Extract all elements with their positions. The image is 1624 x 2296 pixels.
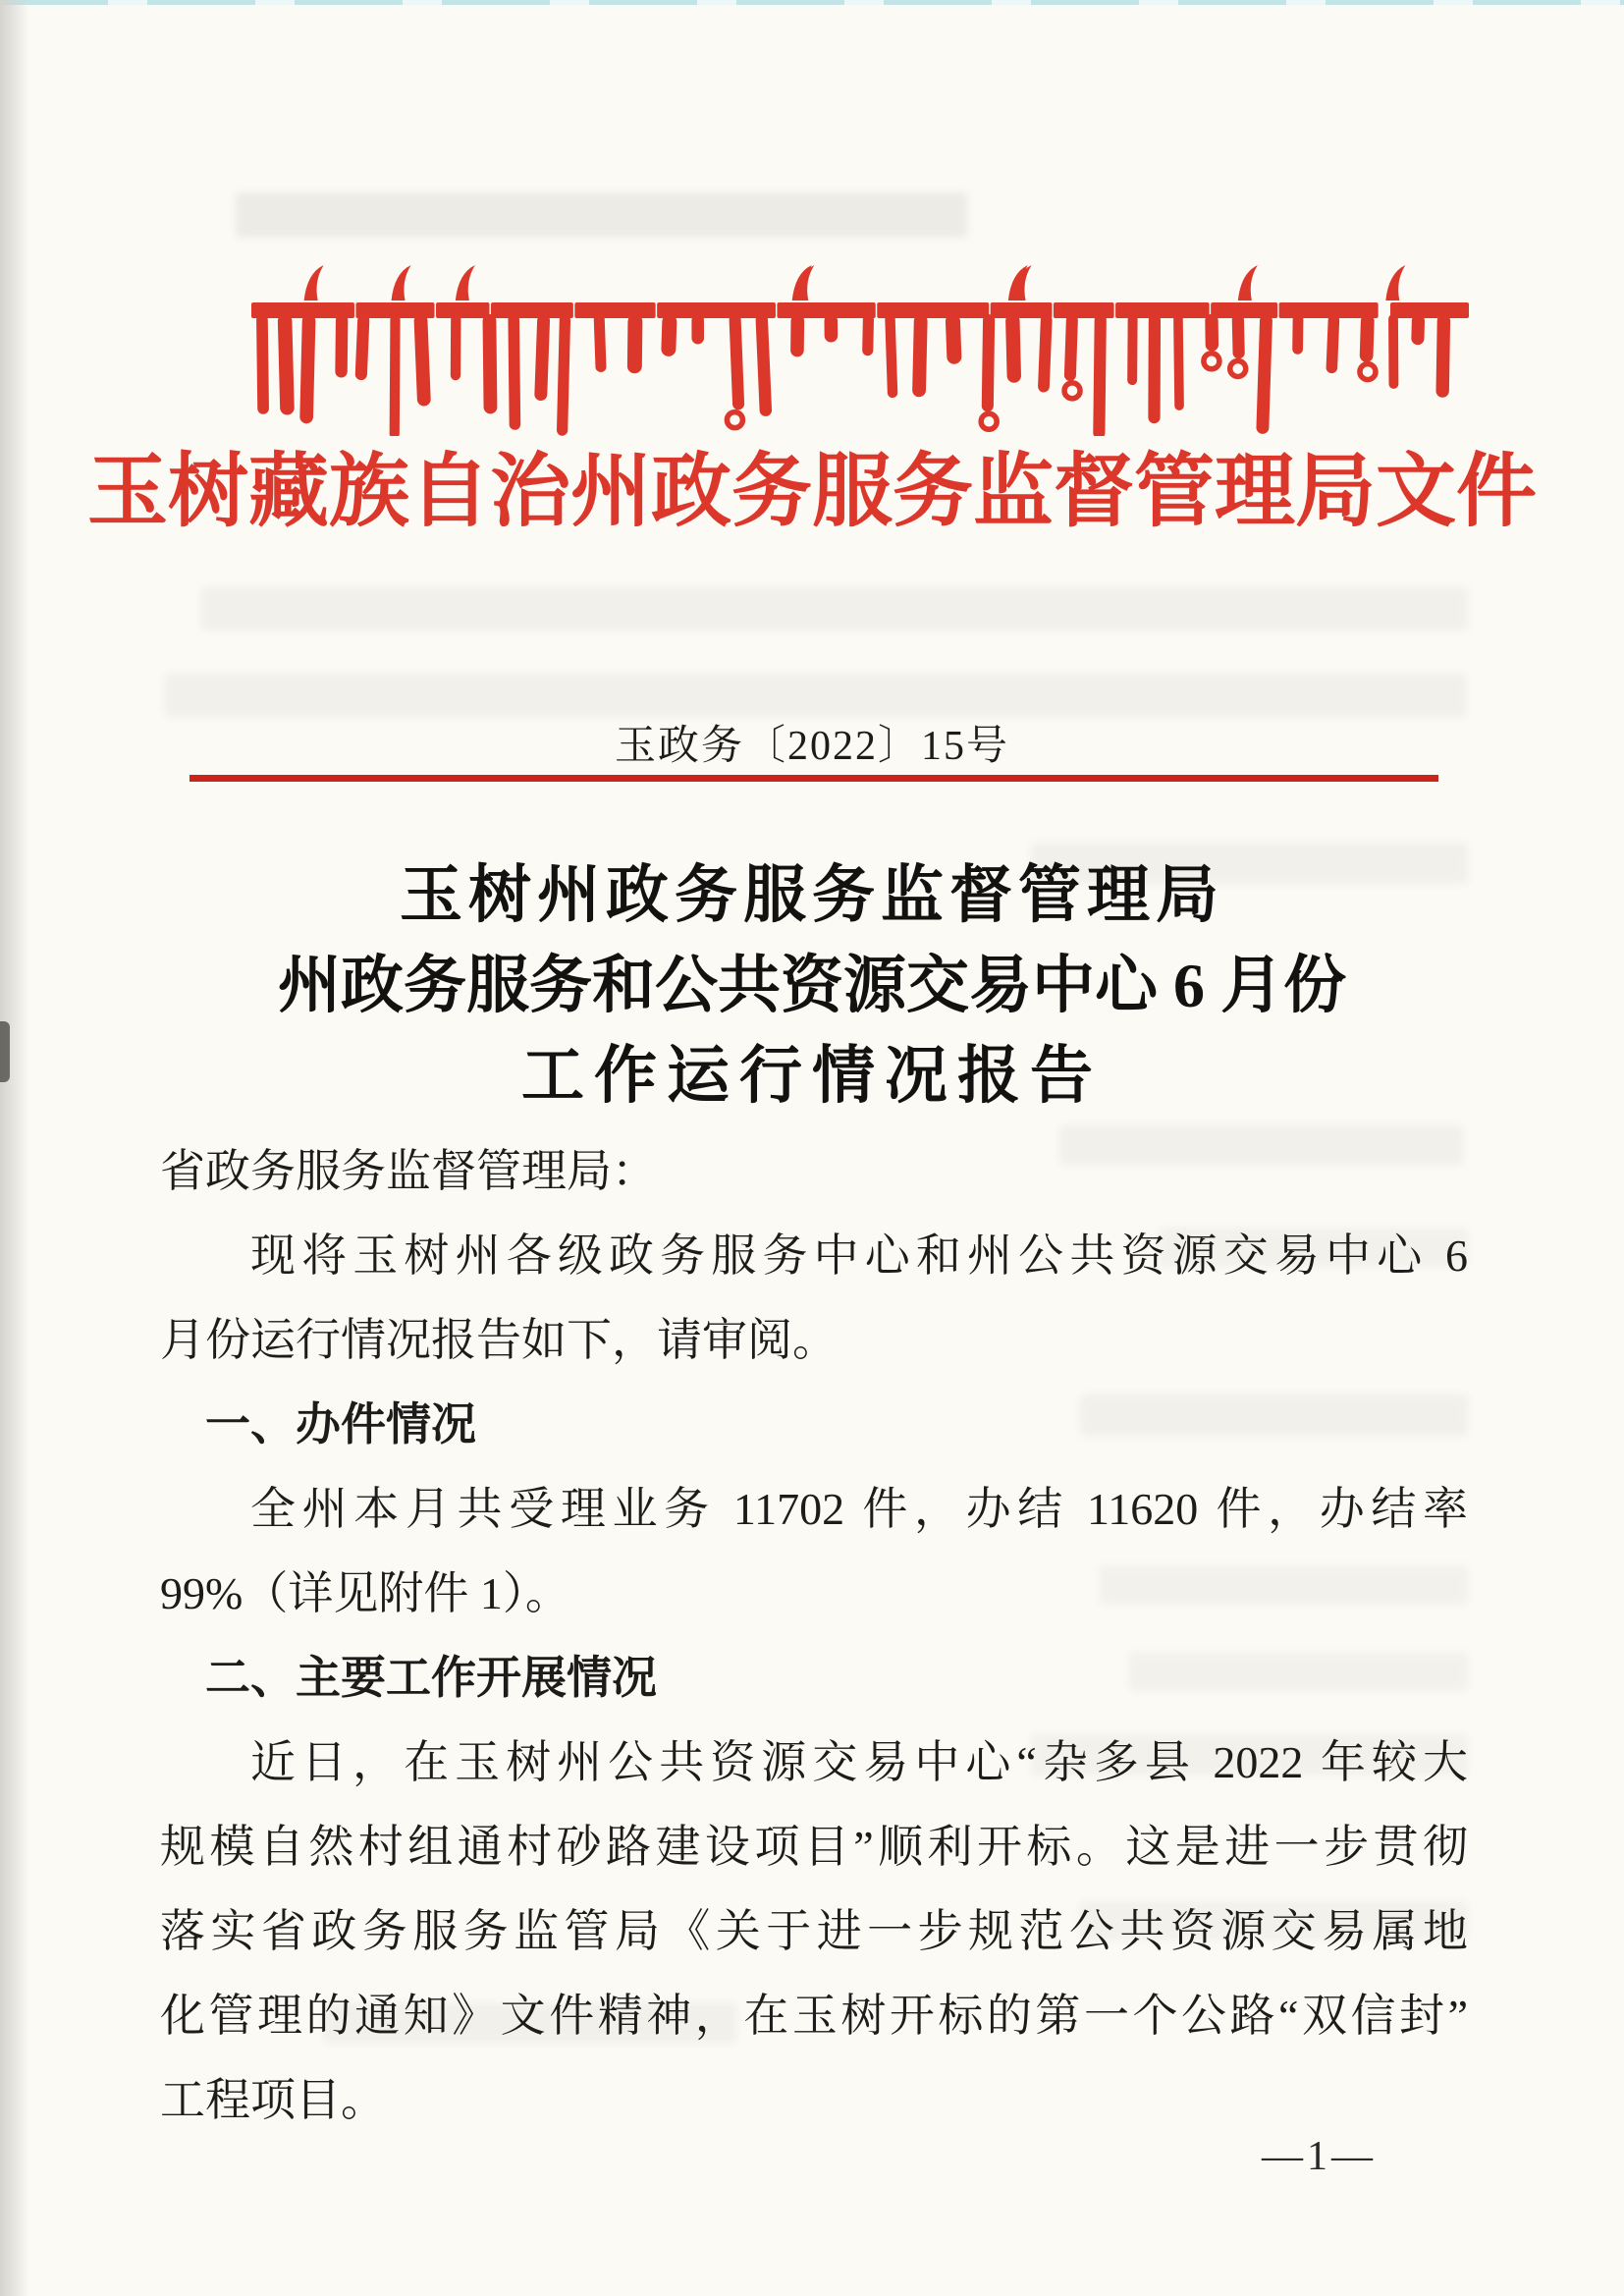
tibetan-script-decoration xyxy=(251,261,1471,436)
document-number: 玉政务〔2022〕15号 xyxy=(614,724,1009,769)
tibetan-script-header xyxy=(251,261,1471,436)
bleed-through-artifact xyxy=(236,192,967,238)
paragraph-line: 规模自然村组通村砂路建设项目”顺利开标。这是进一步贯彻 xyxy=(160,1822,1468,1872)
bleed-through-artifact xyxy=(201,587,1468,630)
addressee-line: 省政务服务监督管理局： xyxy=(160,1146,657,1196)
report-title-line: 玉树州政务服务监督管理局 xyxy=(400,860,1224,930)
paragraph-line: 全州本月共受理业务 11702 件，办结 11620 件，办结率 xyxy=(250,1484,1468,1534)
paragraph-line: 月份运行情况报告如下，请审阅。 xyxy=(160,1315,838,1365)
paragraph-line: 现将玉树州各级政务服务中心和州公共资源交易中心 6 xyxy=(250,1230,1468,1281)
report-title-line: 州政务服务和公共资源交易中心 6 月份 xyxy=(278,951,1346,1020)
paragraph-line: 工程项目。 xyxy=(160,2075,386,2125)
scan-top-edge-artifact xyxy=(0,0,1624,5)
paragraph-line: 落实省政务服务监管局《关于进一步规范公共资源交易属地 xyxy=(160,1906,1468,1956)
paragraph-line: 近日，在玉树州公共资源交易中心“杂多县 2022 年较大 xyxy=(250,1737,1468,1787)
paragraph-line: 99%（详见附件 1）。 xyxy=(160,1568,570,1618)
report-title-line: 工作运行情况报告 xyxy=(521,1041,1103,1111)
page-number: —1— xyxy=(1262,2134,1377,2179)
scan-left-edge-shadow xyxy=(0,0,29,2296)
report-body xyxy=(160,1129,1468,2143)
issuing-agency-title: 玉树藏族自治州政务服务监督管理局文件 xyxy=(86,447,1537,536)
report-title xyxy=(0,850,1624,1121)
paragraph-line: 化管理的通知》文件精神，在玉树开标的第一个公路“双信封” xyxy=(160,1991,1468,2041)
section-heading: 一、办件情况 xyxy=(205,1399,476,1449)
letterhead-rule xyxy=(189,775,1438,782)
bleed-through-artifact xyxy=(165,674,1466,717)
section-heading: 二、主要工作开展情况 xyxy=(205,1653,657,1703)
